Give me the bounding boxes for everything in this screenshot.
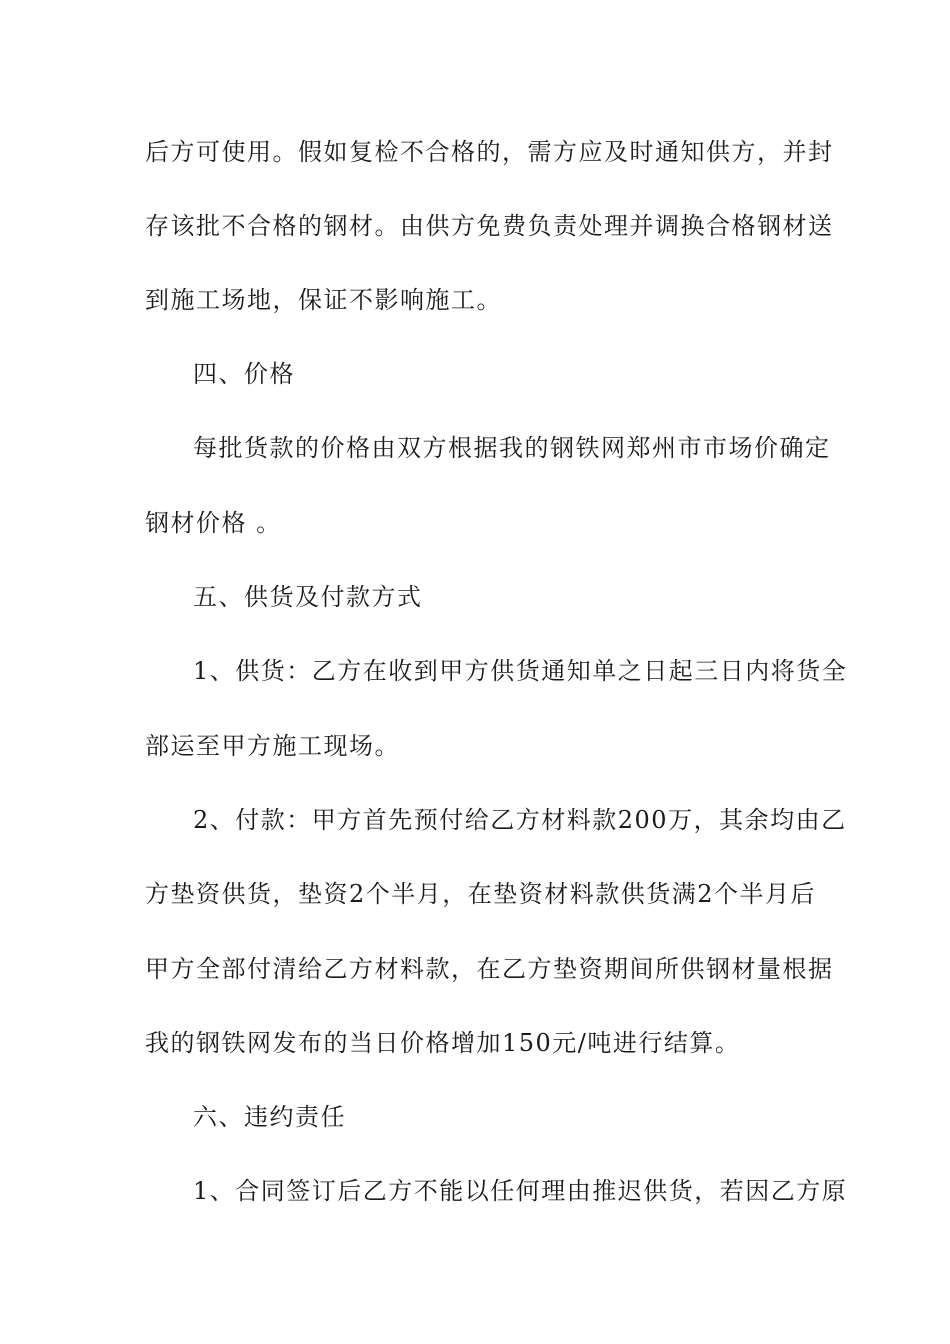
paragraph-line: 甲方全部付清给乙方材料款，在乙方垫资期间所供钢材量根据 <box>145 955 834 983</box>
paragraph-line: 到施工场地，保证不影响施工。 <box>145 286 502 314</box>
paragraph-line: 后方可使用。假如复检不合格的，需方应及时通知供方，并封 <box>145 138 834 166</box>
paragraph-line: 存该批不合格的钢材。由供方免费负责处理并调换合格钢材送 <box>145 212 834 240</box>
paragraph-line: 方垫资供货，垫资2个半月，在垫资材料款供货满2个半月后 <box>145 880 817 908</box>
paragraph-line: 1、供货：乙方在收到甲方供货通知单之日起三日内将货全 <box>193 657 848 685</box>
paragraph-line: 部运至甲方施工现场。 <box>145 732 400 760</box>
paragraph-line: 1、合同签订后乙方不能以任何理由推迟供货，若因乙方原 <box>193 1177 848 1205</box>
paragraph-line: 2、付款：甲方首先预付给乙方材料款200万，其余均由乙 <box>193 806 847 834</box>
section-heading: 四、价格 <box>193 360 295 388</box>
section-heading: 六、违约责任 <box>193 1103 346 1131</box>
paragraph-line: 我的钢铁网发布的当日价格增加150元/吨进行结算。 <box>145 1029 741 1057</box>
section-heading: 五、供货及付款方式 <box>193 583 423 611</box>
paragraph-line: 钢材价格 。 <box>145 509 282 537</box>
paragraph-line: 每批货款的价格由双方根据我的钢铁网郑州市市场价确定 <box>193 434 831 462</box>
